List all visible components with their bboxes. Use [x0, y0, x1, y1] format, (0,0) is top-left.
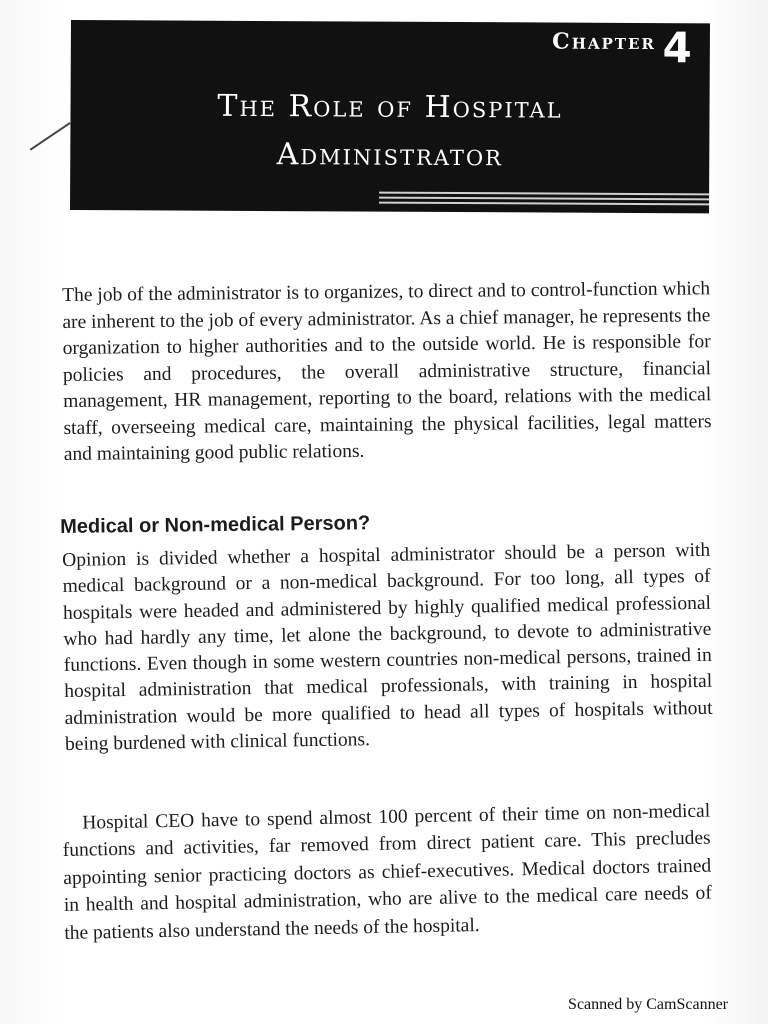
section-heading: Medical or Non-medical Person? — [60, 512, 371, 538]
chapter-banner — [70, 20, 710, 213]
chapter-title-line-1: The Role of Hospital — [217, 88, 563, 126]
section-paragraph-1: Opinion is divided whether a hospital administrator should be a person with medical background or a non-medical background. For too long, all types of hospitals were headed and administered by highly qualified medical professional who had hardly any time, let alone the background, to devote to administrative functions. Even though in some western countries non-medical persons, trained in hospital administration that medical professionals, with training in hospital administration would be more qualified to head all types of hospitals without being burdened with clinical functions. — [62, 539, 713, 756]
scanner-watermark: Scanned by CamScanner — [568, 996, 728, 1013]
chapter-number: 4 — [662, 23, 692, 73]
chapter-title — [70, 82, 709, 181]
decorative-rule-lines — [379, 189, 709, 206]
section-paragraph-2: Hospital CEO have to spend almost 100 percent of their time on non-medical functions and activities, far removed from direct patient care. This precludes appointing senior practicing doctors as chief-executives. Medical doctors trained in health and hospital administration, who are alive to the medical care needs of the patients also understand the needs of the hospital. — [62, 800, 712, 944]
chapter-title-line-2: Administrator — [276, 137, 503, 174]
chapter-label: Chapter — [552, 28, 656, 56]
intro-paragraph: The job of the administrator is to organizes, to direct and to control-function which are inherent to the job of every administrator. As a chief manager, he represents the organization to higher authorities and to the outside world. He is responsible for policies and procedures, the overall administrative structure, financial management, HR management, reporting to the board, relations with the medical staff, overseeing medical care, maintaining the physical facilities, legal matters and maintaining good public relations. — [62, 278, 712, 465]
